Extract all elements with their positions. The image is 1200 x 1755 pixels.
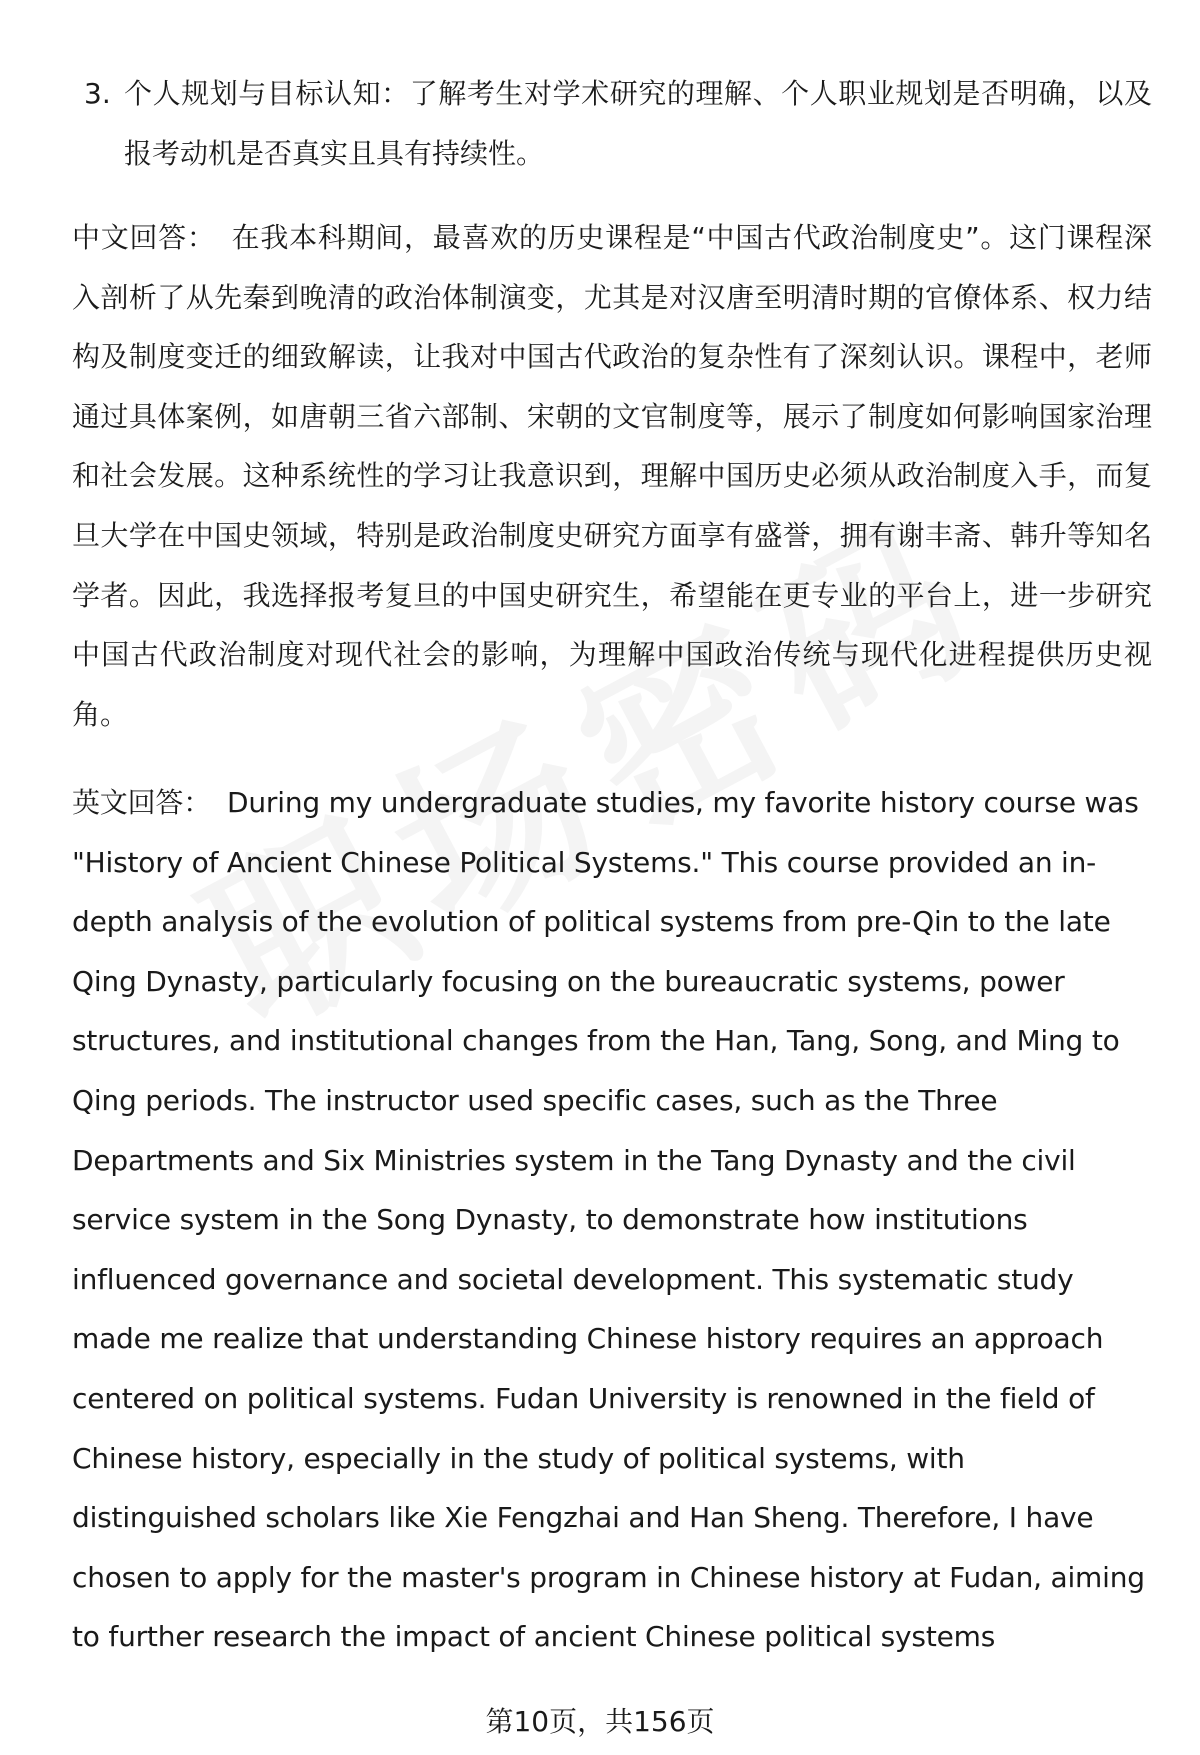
english-answer-label: 英文回答： bbox=[72, 786, 212, 819]
english-answer-paragraph bbox=[72, 773, 1152, 1667]
chinese-answer-paragraph bbox=[72, 208, 1152, 744]
list-item-number: 3. bbox=[84, 77, 111, 110]
list-item-text: 个人规划与目标认知：了解考生对学术研究的理解、个人职业规划是否明确，以及报考动机是否真实且具有持续性。 bbox=[124, 77, 1152, 170]
numbered-list-item bbox=[72, 64, 1152, 184]
english-answer-text: During my undergraduate studies, my favorite history course was "History of Ancient Chinese Political Systems." This course provided an in-depth analysis of the evolution of political systems from pre-Qin to the late Qing Dynasty, particularly focusing on the bureaucratic systems, power structures, and institutional changes from the Han, Tang, Song, and Ming to Qing periods. The instructor used specific cases, such as the Three Departments and Six Ministries system in the Tang Dynasty and the civil service system in the Song Dynasty, to demonstrate how institutions influenced governance and societal development. This systematic study made me realize that understanding Chinese history requires an approach centered on political systems. Fudan University is renowned in the field of Chinese history, especially in the study of political systems, with distinguished scholars like Xie Fengzhai and Han Sheng. Therefore, I have chosen to apply for the master's program in Chinese history at Fudan, aiming to further research the impact of ancient Chinese political systems bbox=[72, 786, 1145, 1654]
chinese-answer-text: 在我本科期间，最喜欢的历史课程是“中国古代政治制度史”。这门课程深入剖析了从先秦到晚清的政治体制演变，尤其是对汉唐至明清时期的官僚体系、权力结构及制度变迁的细致解读，让我对中国古代政治的复杂性有了深刻认识。课程中，老师通过具体案例，如唐朝三省六部制、宋朝的文官制度等，展示了制度如何影响国家治理和社会发展。这种系统性的学习让我意识到，理解中国历史必须从政治制度入手，而复旦大学在中国史领域，特别是政治制度史研究方面享有盛誉，拥有谢丰斋、韩升等知名学者。因此，我选择报考复旦的中国史研究生，希望能在更专业的平台上，进一步研究中国古代政治制度对现代社会的影响，为理解中国政治传统与现代化进程提供历史视角。 bbox=[72, 221, 1152, 731]
chinese-answer-label: 中文回答： bbox=[72, 221, 216, 254]
page-number-footer: 第10页，共156页 bbox=[485, 1705, 715, 1738]
